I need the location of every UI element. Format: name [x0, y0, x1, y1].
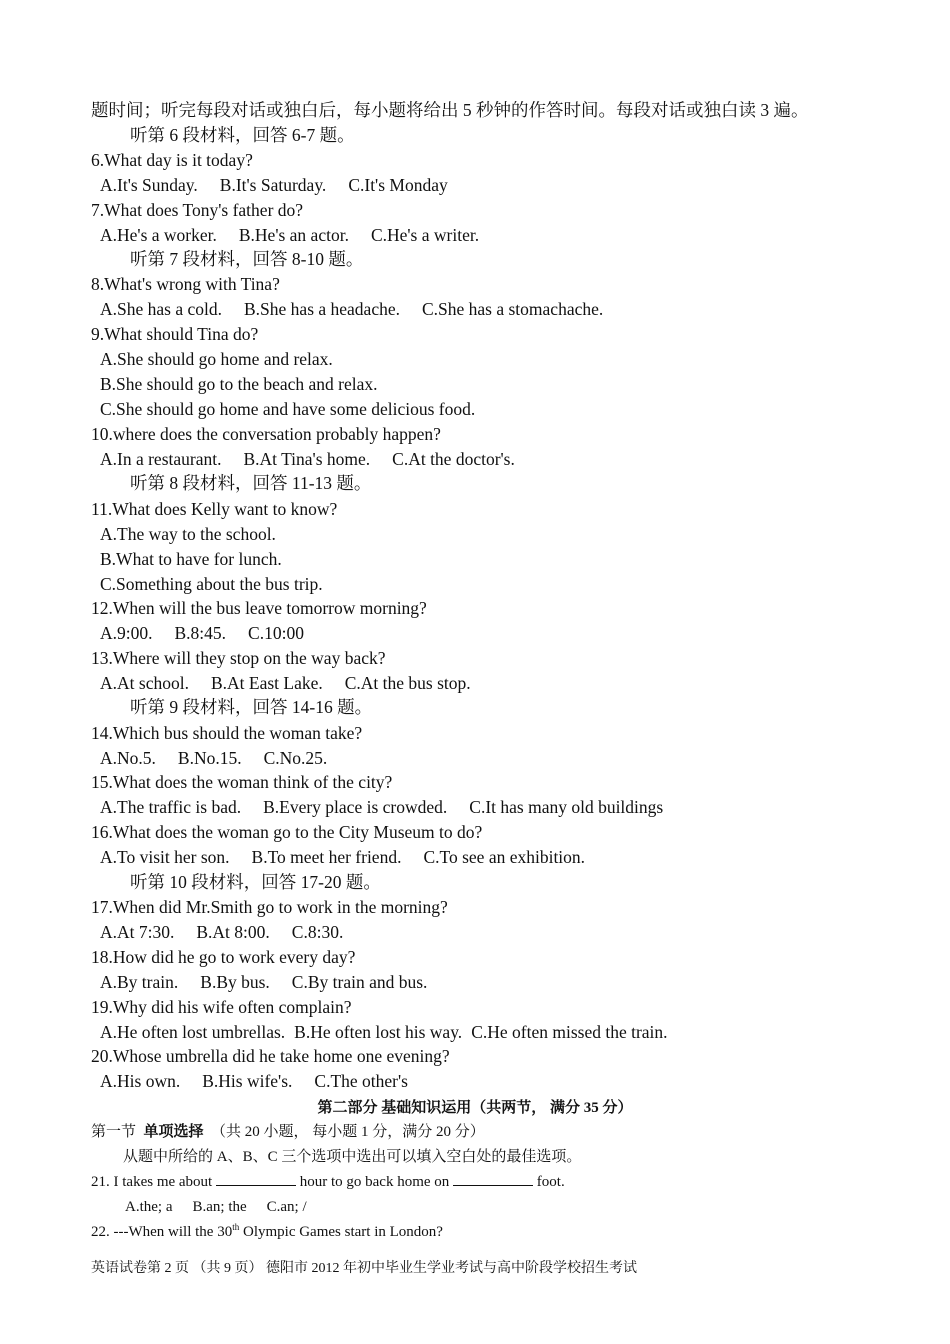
- option: A.His own.: [100, 1071, 181, 1091]
- answer-blank: [453, 1173, 533, 1186]
- option: C.She has a stomachache.: [421, 299, 604, 319]
- options-row: [100, 746, 349, 771]
- option: A.It's Sunday.: [100, 175, 198, 195]
- question: 20.Whose umbrella did he take home one evening?: [91, 1046, 450, 1066]
- question-text: foot.: [536, 1174, 565, 1190]
- option: A.No.5.: [100, 748, 156, 768]
- options-row: [100, 920, 365, 945]
- option: A.At 7:30.: [100, 922, 175, 942]
- question: 14.Which bus should the woman take?: [91, 723, 363, 743]
- section-header: [91, 1120, 485, 1145]
- option: C.an; /: [266, 1199, 307, 1215]
- option: A.By train.: [100, 972, 179, 992]
- option: B.What to have for lunch.: [100, 549, 282, 569]
- question: 11.What does Kelly want to know?: [91, 499, 338, 519]
- question: 8.What's wrong with Tina?: [91, 274, 280, 294]
- section-instruction: 听第 8 段材料，回答 11-13 题。: [130, 473, 372, 493]
- section-instruction: 听第 7 段材料，回答 8-10 题。: [130, 249, 364, 269]
- option: C.At the bus stop.: [344, 673, 471, 693]
- option: B.She has a headache.: [244, 299, 400, 319]
- option: A.To visit her son.: [100, 847, 230, 867]
- option: A.The traffic is bad.: [100, 797, 242, 817]
- part-heading: 第二部分 基础知识运用（共两节， 满分 35 分）: [317, 1100, 633, 1116]
- question: 16.What does the woman go to the City Museum to do?: [91, 822, 483, 842]
- option: B.an; the: [192, 1199, 247, 1215]
- question: 15.What does the woman think of the city?: [91, 772, 393, 792]
- option: A.the; a: [125, 1199, 173, 1215]
- section-instruction: 从题中所给的 A、B、C 三个选项中选出可以填入空白处的最佳选项。: [123, 1149, 582, 1165]
- option: B.She should go to the beach and relax.: [100, 374, 378, 394]
- options-row: [100, 671, 493, 696]
- question: 12.When will the bus leave tomorrow morning?: [91, 598, 427, 618]
- option: A.She should go home and relax.: [100, 349, 333, 369]
- options-row: [100, 447, 537, 472]
- option: C.She should go home and have some delicious food.: [100, 399, 476, 419]
- question-21: [91, 1170, 565, 1195]
- options-row: [100, 970, 449, 995]
- option: C.To see an exhibition.: [423, 847, 586, 867]
- option: C.It's Monday: [348, 175, 448, 195]
- option: A.At school.: [100, 673, 189, 693]
- option: C.10:00: [248, 623, 304, 643]
- option: C.No.25.: [263, 748, 328, 768]
- page-footer: 英语试卷第 2 页 （共 9 页） 德阳市 2012 年初中毕业生学业考试与高中阶段学校招生考试: [91, 1261, 637, 1276]
- question: 19.Why did his wife often complain?: [91, 997, 352, 1017]
- option: B.No.15.: [177, 748, 242, 768]
- option: C.It has many old buildings: [469, 797, 664, 817]
- section-instruction: 听第 9 段材料，回答 14-16 题。: [130, 697, 373, 717]
- intro-text: 题时间；听完每段对话或独白后，每小题将给出 5 秒钟的作答时间。每段对话或独白读 3 遍。: [91, 100, 809, 120]
- option: B.By bus.: [200, 972, 270, 992]
- answer-blank: [216, 1173, 296, 1186]
- option: A.She has a cold.: [100, 299, 222, 319]
- option: A.In a restaurant.: [100, 449, 222, 469]
- question: 18.How did he go to work every day?: [91, 947, 356, 967]
- option: C.At the doctor's.: [392, 449, 515, 469]
- question: 10.where does the conversation probably happen?: [91, 424, 441, 444]
- question: 6.What day is it today?: [91, 150, 253, 170]
- options-row: [100, 1020, 690, 1045]
- option: A.He often lost umbrellas.: [100, 1022, 286, 1042]
- ordinal-suffix: th: [232, 1222, 240, 1232]
- section-instruction: 听第 10 段材料，回答 17-20 题。: [130, 872, 381, 892]
- question-text: 22. ---When will the 30: [91, 1224, 233, 1240]
- option: B.8:45.: [174, 623, 227, 643]
- option: C.He often missed the train.: [471, 1022, 668, 1042]
- options-row: [100, 621, 326, 646]
- option: A.He's a worker.: [100, 225, 217, 245]
- option: B.He's an actor.: [238, 225, 349, 245]
- option: B.Every place is crowded.: [263, 797, 448, 817]
- question: 7.What does Tony's father do?: [91, 200, 304, 220]
- options-row: [100, 223, 501, 248]
- question-text: hour to go back home on: [299, 1174, 450, 1190]
- option: B.His wife's.: [202, 1071, 293, 1091]
- question: 9.What should Tina do?: [91, 324, 259, 344]
- options-row: [100, 297, 625, 322]
- options-row: [100, 845, 607, 870]
- option: B.To meet her friend.: [251, 847, 402, 867]
- option: B.At Tina's home.: [243, 449, 371, 469]
- options-row: [100, 795, 685, 820]
- option: B.He often lost his way.: [294, 1022, 463, 1042]
- option: C.By train and bus.: [291, 972, 428, 992]
- section-instruction: 听第 6 段材料，回答 6-7 题。: [130, 125, 355, 145]
- question: 17.When did Mr.Smith go to work in the morning?: [91, 897, 448, 917]
- option: C.Something about the bus trip.: [100, 574, 323, 594]
- question: 13.Where will they stop on the way back?: [91, 648, 386, 668]
- question-text: Olympic Games start in London?: [242, 1224, 443, 1240]
- option: C.He's a writer.: [370, 225, 480, 245]
- options-row: [100, 1069, 430, 1094]
- options-row: [100, 173, 470, 198]
- section-title: 单项选择: [143, 1124, 204, 1140]
- option: C.The other's: [314, 1071, 408, 1091]
- section-note: （共 20 小题， 每小题 1 分，满分 20 分）: [211, 1124, 485, 1140]
- option: B.It's Saturday.: [219, 175, 327, 195]
- question-22: [91, 1220, 443, 1245]
- option: A.9:00.: [100, 623, 153, 643]
- option: C.8:30.: [291, 922, 344, 942]
- option: B.At East Lake.: [210, 673, 323, 693]
- question-text: 21. I takes me about: [91, 1174, 213, 1190]
- options-row: [125, 1195, 327, 1220]
- option: B.At 8:00.: [196, 922, 270, 942]
- section-label: 第一节: [91, 1124, 137, 1140]
- option: A.The way to the school.: [100, 524, 276, 544]
